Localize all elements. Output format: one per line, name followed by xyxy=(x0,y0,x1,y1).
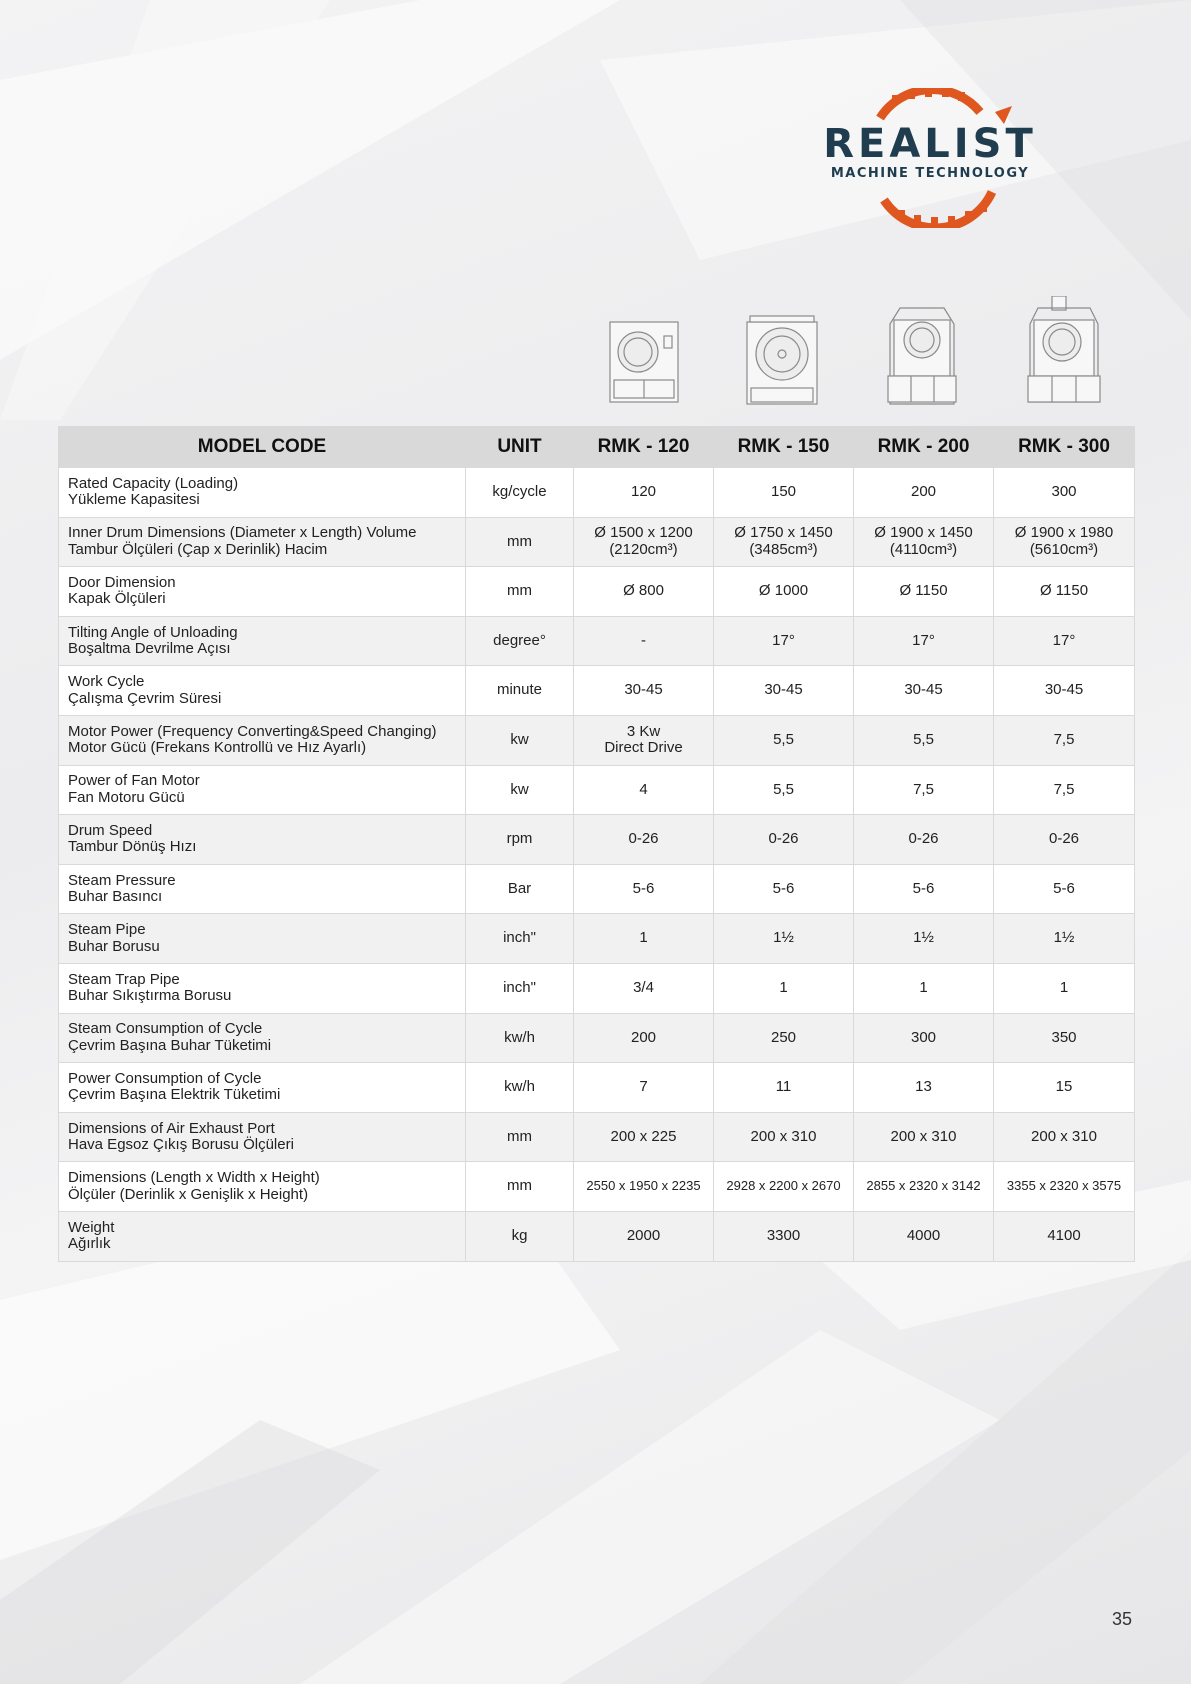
parameter-name-en: Weight xyxy=(68,1218,115,1236)
value-cell xyxy=(994,864,1135,914)
value-line: 200 xyxy=(630,1028,657,1046)
table-row xyxy=(59,567,1135,617)
parameter-name-en: Steam Consumption of Cycle xyxy=(68,1020,263,1038)
parameter-cell xyxy=(59,914,466,964)
value-line: 7 xyxy=(639,1078,648,1096)
value-cell xyxy=(994,468,1135,518)
value-line: 200 xyxy=(910,483,937,501)
table-row xyxy=(59,864,1135,914)
value-cell xyxy=(854,864,994,914)
value-line: Ø 1750 x 1450 xyxy=(734,524,833,542)
value-line: Ø 800 xyxy=(623,582,664,600)
value-cell xyxy=(574,815,714,865)
value-line: 4 xyxy=(639,780,648,798)
unit-cell: rpm xyxy=(466,815,574,865)
value-line: 200 x 225 xyxy=(610,1127,677,1145)
parameter-name-en: Steam Trap Pipe xyxy=(68,970,180,988)
page-number: 35 xyxy=(1112,1609,1133,1629)
value-line: 1½ xyxy=(913,929,934,947)
specifications-table xyxy=(58,426,1135,1262)
parameter-name-en: Rated Capacity (Loading) xyxy=(68,474,239,492)
value-cell xyxy=(854,765,994,815)
value-line: 5,5 xyxy=(913,731,934,749)
parameter-cell xyxy=(59,517,466,567)
value-cell xyxy=(994,765,1135,815)
parameter-name-en: Dimensions of Air Exhaust Port xyxy=(68,1119,275,1137)
value-cell xyxy=(854,815,994,865)
machine-rmk-300-image xyxy=(1028,296,1100,402)
value-line: 5-6 xyxy=(912,879,935,897)
value-cell xyxy=(714,1211,854,1261)
value-cell xyxy=(994,1211,1135,1261)
value-cell xyxy=(574,517,714,567)
value-cell xyxy=(854,616,994,666)
value-line: 350 xyxy=(1051,1028,1077,1046)
value-cell xyxy=(714,616,854,666)
value-line: 4000 xyxy=(906,1226,941,1244)
parameter-cell xyxy=(59,1112,466,1162)
parameter-name-tr: Çevrim Başına Elektrik Tüketimi xyxy=(68,1086,281,1104)
value-line: 1 xyxy=(1059,978,1069,996)
value-cell xyxy=(574,468,714,518)
table-row xyxy=(59,468,1135,518)
value-line: 30-45 xyxy=(624,681,663,699)
value-line: Ø 1900 x 1980 xyxy=(1014,524,1114,542)
header-model: RMK - 200 xyxy=(854,427,994,468)
value-cell xyxy=(994,1112,1135,1162)
value-cell xyxy=(714,963,854,1013)
value-cell xyxy=(714,765,854,815)
value-line: 1 xyxy=(779,978,788,996)
value-line: 2928 x 2200 x 2670 xyxy=(726,1178,841,1194)
value-cell xyxy=(714,666,854,716)
parameter-name-tr: Fan Motoru Gücü xyxy=(68,788,185,806)
value-line: 5-6 xyxy=(772,879,795,897)
value-cell xyxy=(574,1013,714,1063)
value-line: 11 xyxy=(775,1078,792,1096)
parameter-name-en: Motor Power (Frequency Converting&Speed Changing) xyxy=(68,722,437,740)
unit-cell: kw xyxy=(466,715,574,765)
parameter-name-tr: Ağırlık xyxy=(68,1235,111,1253)
value-line: 0-26 xyxy=(628,830,659,848)
parameter-name-tr: Ölçüler (Derinlik x Genişlik x Height) xyxy=(68,1185,309,1203)
value-line: 13 xyxy=(915,1078,932,1096)
unit-cell: mm xyxy=(466,517,574,567)
parameter-cell xyxy=(59,815,466,865)
parameter-name-tr: Motor Gücü (Frekans Kontrollü ve Hız Ayarlı) xyxy=(68,739,367,757)
value-line: 7,5 xyxy=(913,780,934,798)
parameter-name-en: Work Cycle xyxy=(68,673,145,691)
value-line: 5,5 xyxy=(773,780,794,798)
value-cell xyxy=(574,616,714,666)
value-line: 3/4 xyxy=(633,978,654,996)
value-line: Ø 1500 x 1200 xyxy=(594,524,693,542)
unit-cell: kg xyxy=(466,1211,574,1261)
value-line: 30-45 xyxy=(1044,681,1084,699)
value-line: 5-6 xyxy=(1053,879,1075,897)
value-cell xyxy=(714,567,854,617)
value-line: 120 xyxy=(630,483,657,501)
value-line: 30-45 xyxy=(764,681,803,699)
value-line: 17° xyxy=(1052,631,1076,649)
value-cell xyxy=(854,517,994,567)
table-row xyxy=(59,914,1135,964)
value-cell xyxy=(574,1211,714,1261)
value-line: 17° xyxy=(912,631,935,649)
value-cell xyxy=(574,1063,714,1113)
value-cell xyxy=(714,715,854,765)
value-cell xyxy=(854,1063,994,1113)
value-cell xyxy=(574,765,714,815)
parameter-cell xyxy=(59,715,466,765)
unit-cell: mm xyxy=(466,1162,574,1212)
unit-cell: kg/cycle xyxy=(466,468,574,518)
value-cell xyxy=(714,914,854,964)
value-cell xyxy=(854,1162,994,1212)
parameter-name-tr: Yükleme Kapasitesi xyxy=(68,491,200,509)
table-row xyxy=(59,616,1135,666)
parameter-name-tr: Buhar Basıncı xyxy=(68,888,163,906)
value-line: 2855 x 2320 x 3142 xyxy=(866,1178,981,1194)
parameter-name-tr: Çalışma Çevrim Süresi xyxy=(68,689,222,707)
value-cell xyxy=(854,914,994,964)
value-line: 0-26 xyxy=(768,830,799,848)
value-line: 2550 x 1950 x 2235 xyxy=(586,1178,701,1194)
table-row xyxy=(59,1211,1135,1261)
table-row xyxy=(59,1063,1135,1113)
value-cell xyxy=(574,567,714,617)
parameter-name-en: Inner Drum Dimensions (Diameter x Length) Volume xyxy=(68,524,417,542)
value-cell xyxy=(574,963,714,1013)
parameter-cell xyxy=(59,864,466,914)
header-model: RMK - 120 xyxy=(574,427,714,468)
value-cell xyxy=(714,1112,854,1162)
header-model: RMK - 150 xyxy=(714,427,854,468)
parameter-name-en: Tilting Angle of Unloading xyxy=(68,623,238,641)
value-line: (4110cm³) xyxy=(889,540,958,558)
value-cell xyxy=(714,815,854,865)
unit-cell: degree° xyxy=(466,616,574,666)
table-row xyxy=(59,666,1135,716)
unit-cell: minute xyxy=(466,666,574,716)
value-cell xyxy=(854,567,994,617)
value-cell xyxy=(714,517,854,567)
value-cell xyxy=(714,1063,854,1113)
machine-rmk-150-image xyxy=(747,316,817,404)
value-cell xyxy=(574,715,714,765)
value-line: 3 Kw xyxy=(626,722,661,740)
value-cell xyxy=(714,1013,854,1063)
table-row xyxy=(59,1162,1135,1212)
value-cell xyxy=(574,864,714,914)
brand-tagline: MACHINE TECHNOLOGY xyxy=(830,166,1030,181)
value-line: 200 x 310 xyxy=(750,1127,817,1145)
value-line: Ø 1000 xyxy=(758,582,809,600)
value-line: 200 x 310 xyxy=(1031,1127,1097,1145)
value-line: 150 xyxy=(770,483,797,501)
value-line: - xyxy=(641,631,646,649)
parameter-name-tr: Tambur Dönüş Hızı xyxy=(68,838,197,856)
value-cell xyxy=(854,1211,994,1261)
value-line: 15 xyxy=(1055,1078,1073,1096)
machine-rmk-200-image xyxy=(888,308,956,404)
value-line: 2000 xyxy=(626,1226,661,1244)
value-cell xyxy=(854,715,994,765)
value-line: Ø 1150 xyxy=(1039,582,1089,600)
value-line: 7,5 xyxy=(1053,780,1075,798)
parameter-cell xyxy=(59,963,466,1013)
value-line: 3355 x 2320 x 3575 xyxy=(1006,1178,1122,1194)
value-line: 30-45 xyxy=(904,681,943,699)
value-cell xyxy=(994,517,1135,567)
brand-name: REALIST xyxy=(823,121,1037,167)
header-unit: UNIT xyxy=(466,427,574,468)
parameter-cell xyxy=(59,1063,466,1113)
value-line: 1½ xyxy=(1053,929,1075,947)
value-line: Ø 1900 x 1450 xyxy=(874,524,973,542)
value-line: 300 xyxy=(1051,483,1077,501)
unit-cell: inch" xyxy=(466,914,574,964)
table-row xyxy=(59,765,1135,815)
parameter-name-en: Door Dimension xyxy=(68,573,176,591)
unit-cell: kw/h xyxy=(466,1063,574,1113)
value-line: 250 xyxy=(770,1028,797,1046)
parameter-cell xyxy=(59,1211,466,1261)
parameter-cell xyxy=(59,1013,466,1063)
machine-illustrations xyxy=(0,296,1191,410)
value-line: (5610cm³) xyxy=(1029,540,1099,558)
value-line: 200 x 310 xyxy=(890,1127,957,1145)
value-cell xyxy=(994,1063,1135,1113)
value-line: 1 xyxy=(919,978,928,996)
value-cell xyxy=(994,914,1135,964)
value-cell xyxy=(994,715,1135,765)
unit-cell: kw/h xyxy=(466,1013,574,1063)
parameter-name-en: Power Consumption of Cycle xyxy=(68,1069,262,1087)
parameter-name-tr: Boşaltma Devrilme Açısı xyxy=(68,640,231,658)
value-cell xyxy=(994,963,1135,1013)
parameter-name-en: Steam Pressure xyxy=(68,871,176,889)
parameter-name-tr: Tambur Ölçüleri (Çap x Derinlik) Hacim xyxy=(68,540,328,558)
value-cell xyxy=(994,666,1135,716)
parameter-name-tr: Çevrim Başına Buhar Tüketimi xyxy=(68,1036,272,1054)
parameter-name-tr: Hava Egsoz Çıkış Borusu Ölçüleri xyxy=(68,1136,294,1154)
parameter-name-tr: Kapak Ölçüleri xyxy=(68,590,166,608)
value-cell xyxy=(854,1112,994,1162)
header-model-code: MODEL CODE xyxy=(59,427,466,468)
value-cell xyxy=(994,1162,1135,1212)
value-line: 4100 xyxy=(1047,1226,1081,1244)
value-line: Ø 1150 xyxy=(899,582,948,600)
value-line: 3300 xyxy=(766,1226,801,1244)
value-line: 5-6 xyxy=(632,879,655,897)
parameter-name-en: Power of Fan Motor xyxy=(68,772,200,790)
table-header-row xyxy=(59,427,1135,468)
value-line: 1 xyxy=(639,929,648,947)
value-line: 1½ xyxy=(773,929,794,947)
parameter-name-tr: Buhar Sıkıştırma Borusu xyxy=(68,987,232,1005)
table-row xyxy=(59,963,1135,1013)
value-line: Direct Drive xyxy=(604,739,683,757)
value-cell xyxy=(574,1162,714,1212)
parameter-cell xyxy=(59,567,466,617)
unit-cell: kw xyxy=(466,765,574,815)
unit-cell: mm xyxy=(466,1112,574,1162)
machine-rmk-120-image xyxy=(610,322,678,402)
value-cell xyxy=(574,914,714,964)
parameter-cell xyxy=(59,616,466,666)
table-row xyxy=(59,815,1135,865)
value-line: 17° xyxy=(772,631,795,649)
unit-cell: mm xyxy=(466,567,574,617)
value-line: (3485cm³) xyxy=(749,540,818,558)
value-cell xyxy=(854,1013,994,1063)
parameter-name-en: Steam Pipe xyxy=(68,921,146,939)
value-line: 7,5 xyxy=(1053,731,1075,749)
value-cell xyxy=(714,1162,854,1212)
parameter-cell xyxy=(59,468,466,518)
value-line: 5,5 xyxy=(773,731,794,749)
value-line: 0-26 xyxy=(1048,830,1080,848)
value-cell xyxy=(854,963,994,1013)
value-cell xyxy=(854,468,994,518)
table-row xyxy=(59,517,1135,567)
parameter-cell xyxy=(59,666,466,716)
value-line: 300 xyxy=(910,1028,937,1046)
value-line: (2120cm³) xyxy=(609,540,678,558)
value-cell xyxy=(574,1112,714,1162)
parameter-cell xyxy=(59,765,466,815)
table-row xyxy=(59,1013,1135,1063)
table-row xyxy=(59,1112,1135,1162)
table-row xyxy=(59,715,1135,765)
value-cell xyxy=(994,1013,1135,1063)
parameter-name-tr: Buhar Borusu xyxy=(68,937,160,955)
unit-cell: inch" xyxy=(466,963,574,1013)
parameter-name-en: Drum Speed xyxy=(68,821,153,839)
unit-cell: Bar xyxy=(466,864,574,914)
parameter-cell xyxy=(59,1162,466,1212)
header-model: RMK - 300 xyxy=(994,427,1135,468)
value-cell xyxy=(714,864,854,914)
parameter-name-en: Dimensions (Length x Width x Height) xyxy=(68,1169,320,1187)
brand-logo xyxy=(780,88,1080,228)
value-cell xyxy=(994,567,1135,617)
value-cell xyxy=(994,815,1135,865)
value-line: 0-26 xyxy=(908,830,939,848)
value-cell xyxy=(994,616,1135,666)
value-cell xyxy=(574,666,714,716)
value-cell xyxy=(714,468,854,518)
value-cell xyxy=(854,666,994,716)
